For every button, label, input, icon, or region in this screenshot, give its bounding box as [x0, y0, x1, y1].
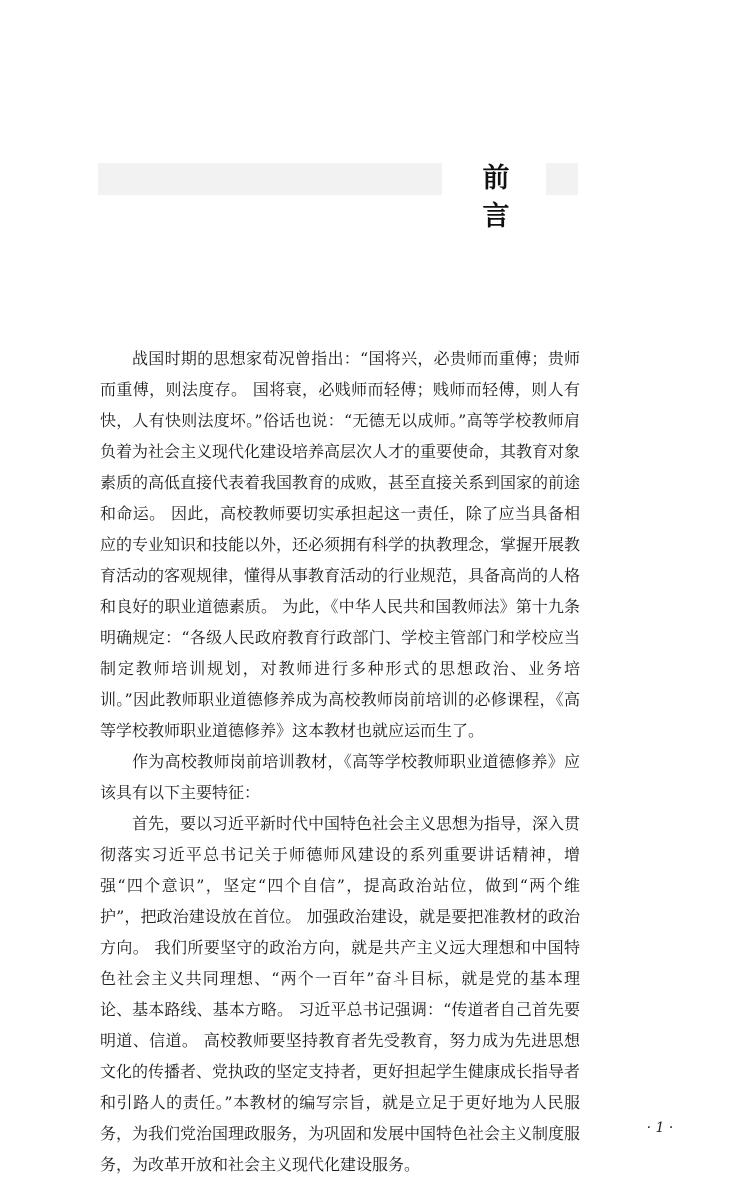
paragraph: 战国时期的思想家荀况曾指出：“国将兴，必贵师而重傅；贵师而重傅，则法度存。 国将衰，必贱师而轻傅；贱师而轻傅，则人有快，人有快则法度坏。”俗话也说：“无德无以成师。”高等学校教师肩负着为社会主义现代化建设培养高层次人才的重要使命，其教育对象素质的高低直接代表着我国教育的成败，甚至直接关系到国家的前途和命运。 因此，高校教师要切实承担起这一责任，除了应当具备相应的专业知识和技能以外，还必须拥有科学的执教理念，掌握开展教育活动的客观规律，懂得从事教育活动的行业规范，具备高尚的人格和良好的职业道德素质。 为此，《中华人民共和国教师法》第十九条明确规定：“各级人民政府教育行政部门、学校主管部门和学校应当制定教师培训规划，对教师进行多种形式的思想政治、业务培训。”因此教师职业道德修养成为高校教师岗前培训的必修课程，《高等学校教师职业道德修养》这本教材也就应运而生了。: [100, 349, 581, 740]
page-title: 前 言: [482, 163, 524, 232]
body-text: [100, 343, 580, 1180]
paragraph: 首先，要以习近平新时代中国特色社会主义思想为指导，深入贯彻落实习近平总书记关于师德师风建设的系列重要讲话精神，增强“四个意识”，坚定“四个自信”，提高政治站位，做到“两个维护”，把政治建设放在首位。 加强政治建设，就是要把准教材的政治方向。 我们所要坚守的政治方向，就是共产主义远大理想和中国特色社会主义共同理想、“两个一百年”奋斗目标，就是党的基本理论、基本路线、基本方略。 习近平总书记强调：“传道者自己首先要明道、信道。 高校教师要坚持教育者先受教育，努力成为先进思想文化的传播者、党执政的坚定支持者，更好担起学生健康成长指导者和引路人的责任。”本教材的编写宗旨，就是立足于更好地为人民服务，为我们党治国理政服务，为巩固和发展中国特色社会主义制度服务，为改革开放和社会主义现代化建设服务。: [100, 814, 581, 1174]
paragraph: 作为高校教师岗前培训教材，《高等学校教师职业道德修养》应该具有以下主要特征：: [100, 752, 580, 802]
page-number: · 1 ·: [646, 1120, 674, 1136]
